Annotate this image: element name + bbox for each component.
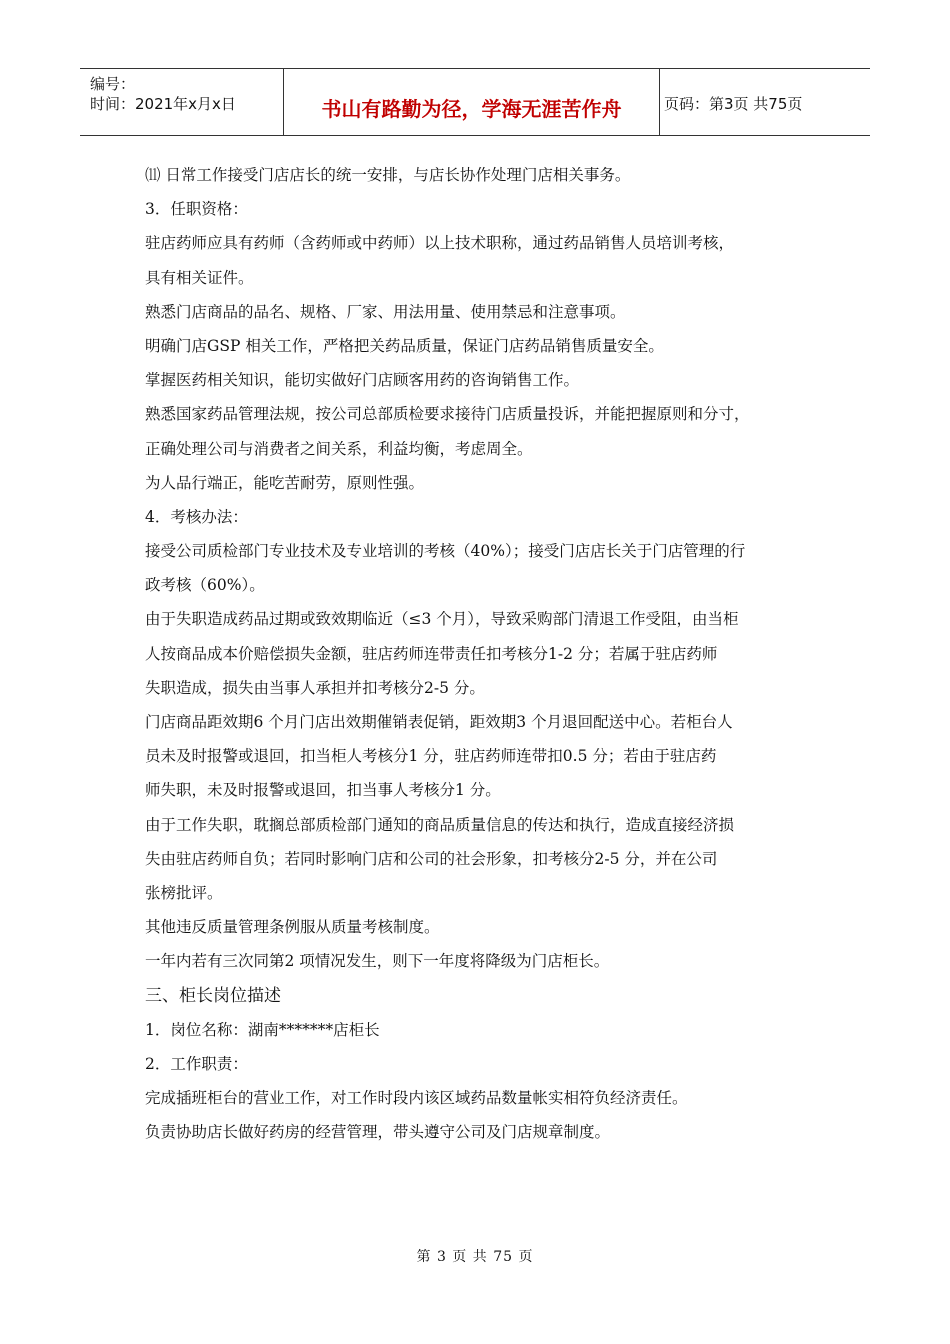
section-heading: 3．任职资格： [145, 200, 248, 219]
paragraph-line: 失职造成，损失由当事人承担并扣考核分2-5 分。 [145, 678, 485, 697]
paragraph-line: 负责协助店长做好药房的经营管理，带头遵守公司及门店规章制度。 [145, 1123, 611, 1142]
paragraph-line: 门店商品距效期6 个月门店出效期催销表促销，距效期3 个月退回配送中心。若柜台人 [145, 713, 733, 731]
page-header [80, 68, 870, 136]
page-footer: 第 3 页 共 75 页 [416, 1249, 534, 1265]
paragraph-line: 完成插班柜台的营业工作，对工作时段内该区域药品数量帐实相符负经济责任。 [145, 1089, 688, 1108]
paragraph-line: 人按商品成本价赔偿损失金额，驻店药师连带责任扣考核分1-2 分；若属于驻店药师 [145, 644, 718, 663]
paragraph-line: 张榜批评。 [145, 883, 223, 902]
paragraph-line: 其他违反质量管理条例服从质量考核制度。 [145, 918, 440, 937]
paragraph-line: ⑾ 日常工作接受门店店长的统一安排，与店长协作处理门店相关事务。 [145, 166, 631, 184]
paragraph-line: 为人品行端正，能吃苦耐劳，原则性强。 [145, 473, 425, 492]
header-meta [80, 69, 283, 135]
paragraph-line: 由于工作失职，耽搁总部质检部门通知的商品质量信息的传达和执行，造成直接经济损 [145, 815, 735, 834]
header-page-info: 页码：第3页 共75页 [664, 95, 803, 113]
document-number-label: 编号： [90, 75, 136, 93]
section-heading: 1．岗位名称：湖南*******店柜长 [145, 1020, 380, 1039]
paragraph-line: 掌握医药相关知识，能切实做好门店顾客用药的咨询销售工作。 [145, 371, 580, 390]
paragraph-line: 员未及时报警或退回，扣当柜人考核分1 分，驻店药师连带扣0.5 分；若由于驻店药 [145, 747, 717, 766]
paragraph-line: 明确门店GSP 相关工作，严格把关药品质量，保证门店药品销售质量安全。 [145, 336, 664, 355]
paragraph-line: 失由驻店药师自负；若同时影响门店和公司的社会形象，扣考核分2-5 分，并在公司 [145, 849, 718, 868]
paragraph-line: 师失职，未及时报警或退回，扣当事人考核分1 分。 [145, 781, 501, 800]
paragraph-line: 熟悉国家药品管理法规，按公司总部质检要求接待门店质量投诉，并能把握原则和分寸， [145, 405, 750, 424]
paragraph-line: 正确处理公司与消费者之间关系，利益均衡，考虑周全。 [145, 439, 533, 458]
paragraph-line: 具有相关证件。 [145, 268, 254, 287]
paragraph-line: 由于失职造成药品过期或致效期临近（≤3 个月），导致采购部门清退工作受阻，由当柜 [145, 610, 739, 629]
section-heading: 4．考核办法： [145, 507, 248, 526]
document-body [145, 158, 825, 1149]
paragraph-line: 政考核（60%）。 [145, 576, 265, 595]
paragraph-line: 熟悉门店商品的品名、规格、厂家、用法用量、使用禁忌和注意事项。 [145, 302, 626, 321]
paragraph-line: 驻店药师应具有药师（含药师或中药师）以上技术职称，通过药品销售人员培训考核， [145, 234, 735, 253]
paragraph-line: 接受公司质检部门专业技术及专业培训的考核（40%）；接受门店店长关于门店管理的行 [145, 542, 746, 561]
header-motto-cell [283, 69, 660, 135]
paragraph-line: 一年内若有三次同第2 项情况发生，则下一年度将降级为门店柜长。 [145, 952, 610, 971]
document-date: 时间：2021年x月x日 [90, 95, 236, 113]
header-motto: 书山有路勤为径，学海无涯苦作舟 [321, 97, 622, 121]
chapter-heading: 三、柜长岗位描述 [145, 985, 281, 1006]
section-heading: 2．工作职责： [145, 1054, 248, 1073]
